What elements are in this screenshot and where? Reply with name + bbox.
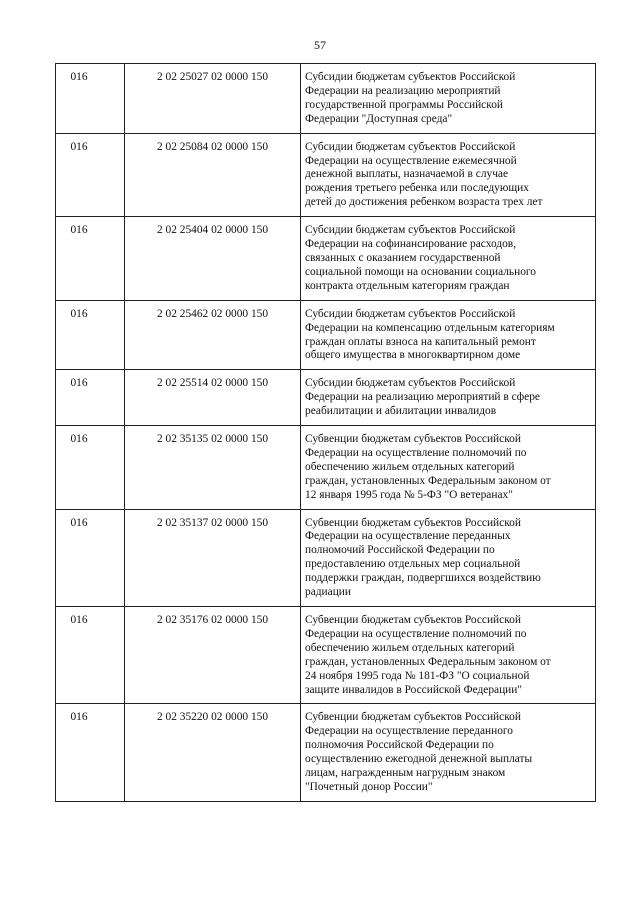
revenue-name-line: граждан оплаты взноса на капитальный ремонт — [305, 335, 536, 348]
revenue-name-cell — [301, 217, 596, 301]
budget-code-cell: 2 02 35135 02 0000 150 — [125, 426, 301, 510]
table-row — [56, 133, 596, 217]
revenue-name-line: 12 января 1995 года № 5-ФЗ "О ветеранах" — [305, 488, 513, 501]
revenue-name-cell — [301, 133, 596, 217]
admin-code-cell: 016 — [56, 217, 125, 301]
revenue-name-line: обеспечению жильем отдельных категорий — [305, 641, 515, 654]
admin-code-cell: 016 — [56, 607, 125, 704]
revenue-name-line: предоставлению отдельных мер социальной — [305, 558, 521, 571]
revenue-name-cell — [301, 370, 596, 426]
revenue-name-line: лицам, награжденным нагрудным знаком — [305, 767, 506, 780]
revenue-name-line: обеспечению жильем отдельных категорий — [305, 460, 515, 473]
table-row — [56, 426, 596, 510]
revenue-name-line: Субсидии бюджетам субъектов Российской — [305, 307, 516, 320]
admin-code-cell: 016 — [56, 64, 125, 134]
revenue-name-line: Федерации на осуществление переданного — [305, 725, 514, 738]
table-row — [56, 300, 596, 370]
table-row — [56, 607, 596, 704]
revenue-name-line: связанных с оказанием государственной — [305, 251, 501, 264]
revenue-name-cell — [301, 64, 596, 134]
revenue-name-cell — [301, 607, 596, 704]
revenue-name-line: реабилитации и абилитации инвалидов — [305, 405, 497, 418]
revenue-name-line: социальной помощи на основании социального — [305, 265, 536, 278]
admin-code-cell: 016 — [56, 704, 125, 801]
revenue-name-line: Федерации на реализацию мероприятий — [305, 84, 501, 97]
admin-code-cell: 016 — [56, 370, 125, 426]
revenue-name-line: Субсидии бюджетам субъектов Российской — [305, 224, 516, 237]
revenue-name-cell — [301, 426, 596, 510]
revenue-name-line: Субсидии бюджетам субъектов Российской — [305, 140, 516, 153]
budget-code-cell: 2 02 25514 02 0000 150 — [125, 370, 301, 426]
budget-code-cell: 2 02 35220 02 0000 150 — [125, 704, 301, 801]
revenue-name-line: радиации — [305, 586, 351, 599]
revenue-name-line: Федерации "Доступная среда" — [305, 112, 453, 125]
revenue-name-cell — [301, 300, 596, 370]
page-number: 57 — [314, 38, 326, 52]
revenue-name-line: государственной программы Российской — [305, 98, 503, 111]
budget-revenue-table — [55, 63, 596, 802]
admin-code-cell: 016 — [56, 133, 125, 217]
revenue-name-line: Субсидии бюджетам субъектов Российской — [305, 71, 516, 83]
revenue-name-line: защите инвалидов в Российской Федерации" — [305, 683, 523, 696]
revenue-name-line: граждан, установленных Федеральным законом от — [305, 655, 551, 668]
table-row — [56, 64, 596, 134]
revenue-name-line: Субвенции бюджетам субъектов Российской — [305, 711, 521, 724]
revenue-name-line: полномочия Российской Федерации по — [305, 739, 494, 752]
revenue-name-line: Федерации на осуществление переданных — [305, 530, 511, 543]
budget-code-cell: 2 02 25462 02 0000 150 — [125, 300, 301, 370]
revenue-name-line: Федерации на осуществление полномочий по — [305, 446, 527, 459]
revenue-name-line: рождения третьего ребенка или последующих — [305, 182, 529, 195]
revenue-name-line: осуществлению ежегодной денежной выплаты — [305, 753, 533, 766]
budget-code-cell: 2 02 25404 02 0000 150 — [125, 217, 301, 301]
table-row — [56, 217, 596, 301]
admin-code-cell: 016 — [56, 300, 125, 370]
revenue-name-line: Субвенции бюджетам субъектов Российской — [305, 516, 521, 529]
revenue-name-line: Субсидии бюджетам субъектов Российской — [305, 377, 516, 390]
revenue-name-line: Федерации на софинансирование расходов, — [305, 238, 517, 251]
revenue-name-cell — [301, 704, 596, 801]
revenue-name-line: денежной выплаты, назначаемой в случае — [305, 168, 509, 181]
revenue-name-line: Федерации на компенсацию отдельным категориям — [305, 321, 555, 334]
revenue-name-line: граждан, установленных Федеральным законом от — [305, 474, 551, 487]
revenue-name-line: Субвенции бюджетам субъектов Российской — [305, 614, 521, 626]
revenue-name-line: контракта отдельным категориям граждан — [305, 279, 510, 292]
budget-code-cell: 2 02 25084 02 0000 150 — [125, 133, 301, 217]
table-row — [56, 370, 596, 426]
revenue-name-line: 24 ноября 1995 года № 181-ФЗ "О социальной — [305, 669, 530, 682]
revenue-name-line: Федерации на осуществление ежемесячной — [305, 154, 517, 167]
admin-code-cell: 016 — [56, 509, 125, 606]
budget-code-cell: 2 02 35176 02 0000 150 — [125, 607, 301, 704]
admin-code-cell: 016 — [56, 426, 125, 510]
revenue-name-line: общего имущества в многоквартирном доме — [305, 349, 521, 362]
table-row — [56, 704, 596, 801]
revenue-name-cell — [301, 509, 596, 606]
revenue-name-line: Федерации на реализацию мероприятий в сфере — [305, 391, 540, 404]
revenue-name-line: полномочий Российской Федерации по — [305, 544, 495, 557]
revenue-name-line: Субвенции бюджетам субъектов Российской — [305, 433, 521, 446]
budget-code-cell: 2 02 25027 02 0000 150 — [125, 64, 301, 134]
revenue-name-line: "Почетный донор России" — [305, 780, 433, 793]
revenue-name-line: Федерации на осуществление полномочий по — [305, 627, 527, 640]
revenue-name-line: детей до достижения ребенком возраста трех лет — [305, 196, 543, 209]
revenue-name-line: поддержки граждан, подвергшихся воздействию — [305, 572, 541, 585]
budget-code-cell: 2 02 35137 02 0000 150 — [125, 509, 301, 606]
table-row — [56, 509, 596, 606]
